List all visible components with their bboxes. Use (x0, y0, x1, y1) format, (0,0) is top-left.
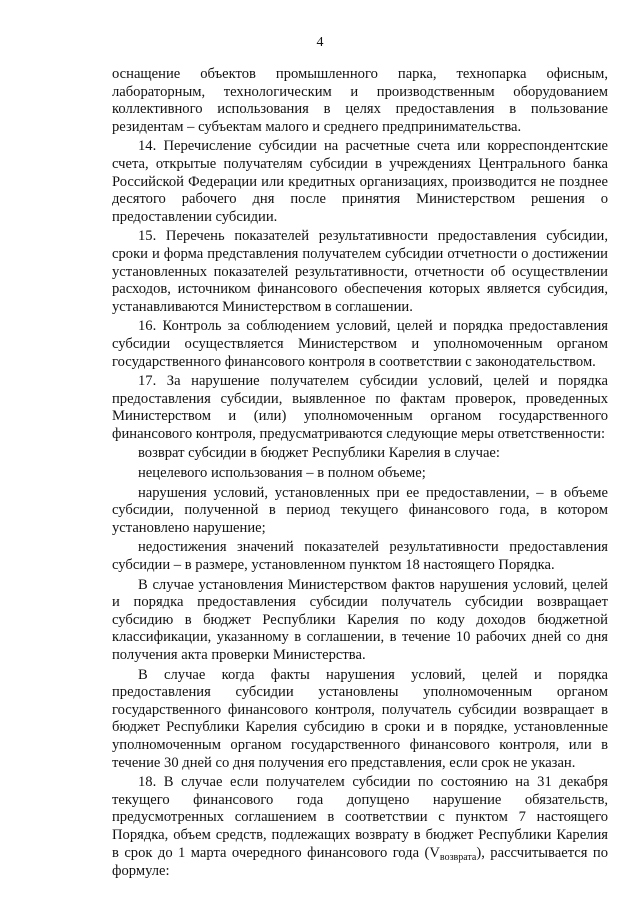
document-body (112, 66, 608, 883)
paragraph: В случае когда факты нарушения условий, целей и порядка предоставления субсидии установлены уполномоченным органом государственного финансового контроля, получатель субсидии возвращает в бюджет Республики Карелия субсидию в сроки и в порядке, установленные уполномоченным органом государственного финансового контроля, или в течение 30 дней со дня получения его представления, если срок не указан. (112, 666, 608, 771)
paragraph: В случае установления Министерством фактов нарушения условий, целей и порядка предоставления субсидии получатель субсидии возвращает субсидию в бюджет Республики Карелия по коду доходов бюджетной классификации, указанному в соглашении, в течение 10 рабочих дней со дня получения акта проверки Министерства. (112, 576, 608, 663)
paragraph: 16. Контроль за соблюдением условий, целей и порядка предоставления субсидии осуществляется Министерством и уполномоченным органом государственного финансового контроля в соответствии с законодательством. (112, 318, 608, 370)
page-number: 4 (316, 35, 324, 50)
paragraph-18 (112, 774, 608, 881)
paragraph: оснащение объектов промышленного парка, технопарка офисным, лабораторным, технологическим и производственным оборудованием коллективного использования в целях предоставления в пользование резидентам – субъектам малого и среднего предпринимательства. (112, 66, 608, 135)
paragraph: 14. Перечисление субсидии на расчетные счета или корреспондентские счета, открытые получателям субсидии в учреждениях Центрального банка Российской Федерации или кредитных организациях, производится не позднее десятого рабочего дня после принятия Министерством решения о предоставлении субсидии. (112, 138, 608, 225)
paragraph: недостижения значений показателей результативности предоставления субсидии – в размере, установленном пунктом 18 настоящего Порядка. (112, 539, 608, 574)
paragraph: нецелевого использования – в полном объеме; (138, 465, 426, 482)
paragraph: 17. За нарушение получателем субсидии условий, целей и порядка предоставления субсидии, выявленное по фактам проверок, проведенных Министерством и (или) уполномоченным органом государственного финансового контроля, предусматриваются следующие меры ответственности: (112, 373, 608, 442)
paragraph-18-text-before: 18. В случае если получателем субсидии по состоянию на 31 декабря текущего финансового года допущено нарушение обязательств, предусмотренных соглашением в соответствии с пунктом 7 настоящего Порядка, объем средств, подлежащих возврату в бюджет Республики Карелия в срок до 1 марта очередного финансового года (V (112, 774, 608, 861)
v-subscript: возврата (439, 851, 477, 863)
paragraph-18-text-after: ), рассчитывается по формуле: (112, 844, 608, 880)
paragraph: 15. Перечень показателей результативности предоставления субсидии, сроки и форма представления получателем субсидии отчетности о достижении установленных показателей результативности, отчетности об осуществлении расходов, источником финансового обеспечения которых является субсидия, устанавливаются Министерством в соглашении. (112, 228, 608, 315)
paragraph: нарушения условий, установленных при ее предоставлении, – в объеме субсидии, полученной в период текущего финансового года, в котором установлено нарушение; (112, 484, 608, 536)
paragraph: возврат субсидии в бюджет Республики Карелия в случае: (138, 445, 500, 462)
